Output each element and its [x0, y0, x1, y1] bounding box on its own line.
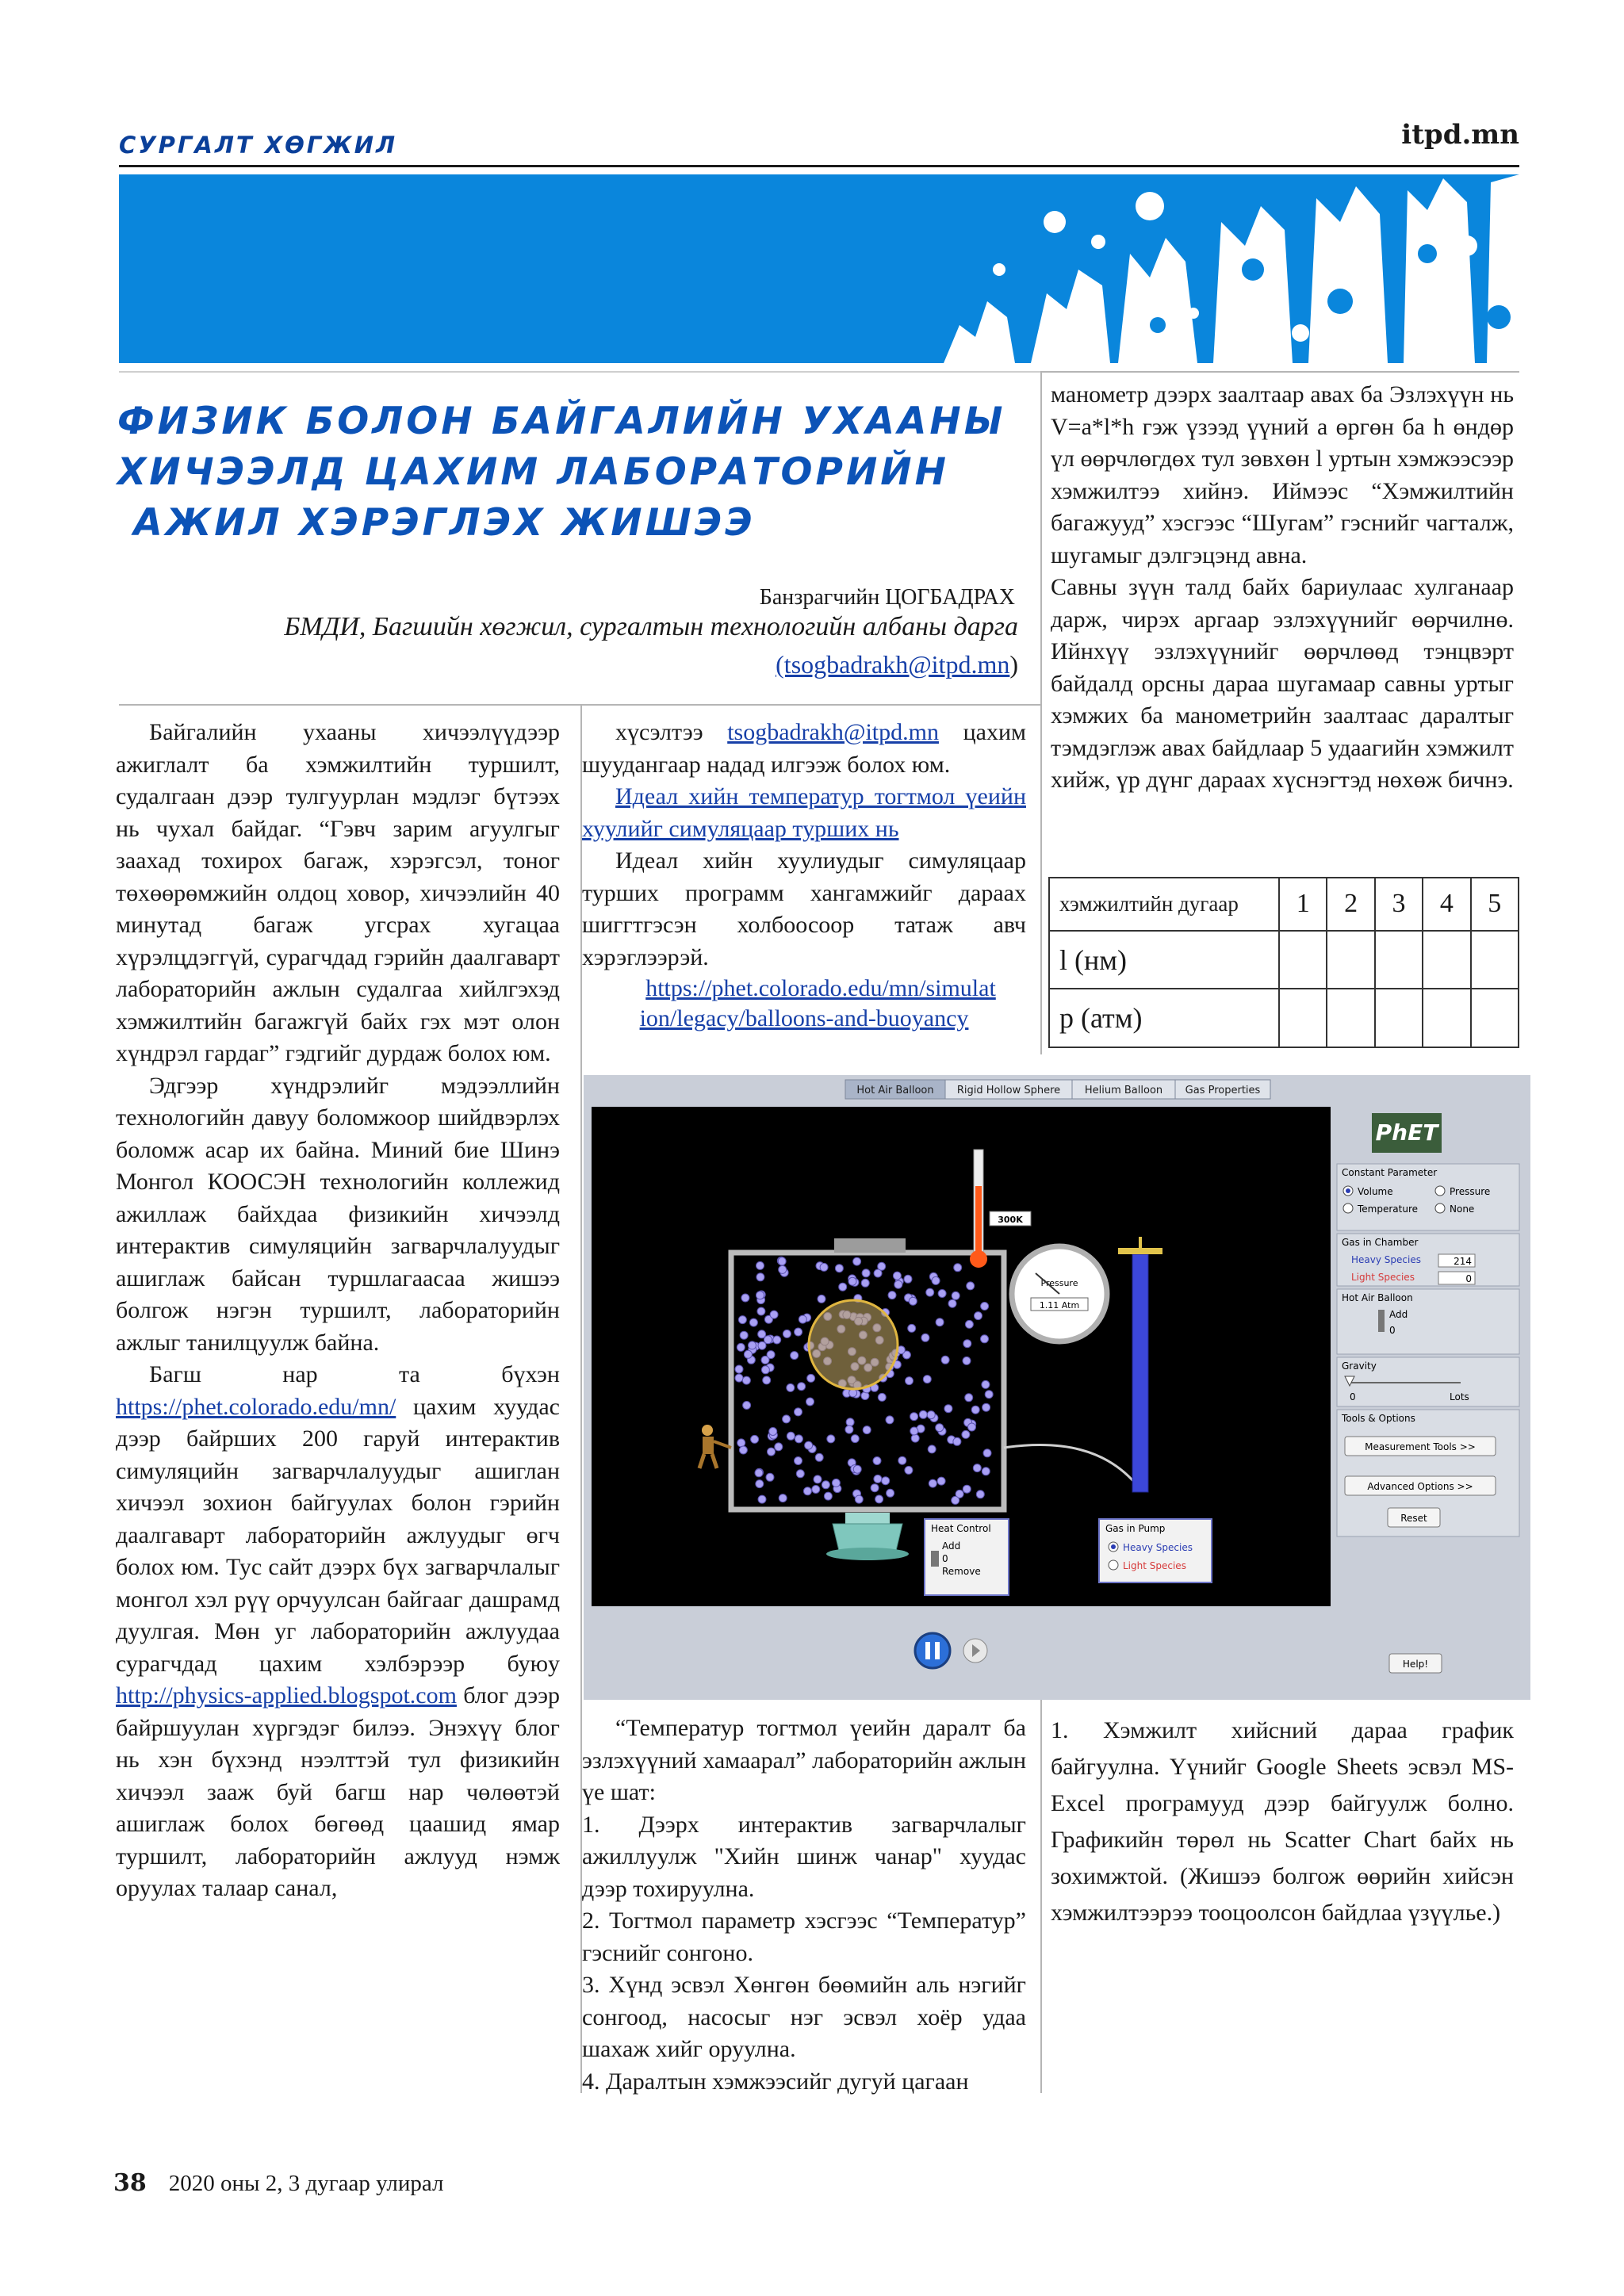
- gas-particle: [965, 1394, 973, 1402]
- col3-step-1: 1. Хэмжилт хийсний дараа график байгуулна. Үүнийг Google Sheets эсвэл MS-Excel програмууд дээр байгуулж болно. Графикийн төрөл нь Scatter Chart байх нь зохимжтой. (Жишээ болгож өөрийн хийсэн хэмжилтээрээ тооцоолсон байдлаа үзүүлье.): [1051, 1717, 1514, 1926]
- heavy-count: 214: [1454, 1256, 1472, 1267]
- gas-particle: [968, 1423, 976, 1431]
- col2-steps-intro: “Температур тогтмол үеийн даралт ба эзлэхүүний хамаарал” лабораторийн ажлын үе шат:: [582, 1715, 1026, 1805]
- temperature-label: Temperature: [1358, 1203, 1419, 1215]
- gas-particle: [768, 1448, 776, 1456]
- gas-particle: [982, 1403, 990, 1411]
- gas-particle: [910, 1413, 918, 1421]
- gas-particle: [983, 1449, 991, 1457]
- pressure-value: 1.11 Atm: [1039, 1300, 1080, 1311]
- gas-particle: [936, 1318, 944, 1326]
- gas-particle: [779, 1494, 787, 1502]
- gas-particle: [791, 1352, 799, 1360]
- gas-particle: [812, 1486, 820, 1494]
- gas-particle: [878, 1393, 886, 1401]
- help-label: Help!: [1402, 1659, 1429, 1670]
- gas-particle: [909, 1297, 917, 1305]
- gas-particle: [985, 1391, 993, 1399]
- phet-link[interactable]: https://phet.colorado.edu/mn/: [116, 1393, 396, 1420]
- gas-particle: [756, 1273, 764, 1281]
- table-number-3: 3: [1375, 878, 1423, 931]
- gas-particle: [861, 1279, 869, 1287]
- heavy-species-label: Heavy Species: [1351, 1254, 1421, 1265]
- gas-particle: [873, 1457, 881, 1465]
- author-email: [776, 650, 1018, 679]
- measurement-table: [1048, 877, 1519, 1048]
- gas-particle: [906, 1377, 914, 1385]
- heat-remove-label: Remove: [942, 1566, 981, 1577]
- col2-p1-text-a: хүсэлтээ: [615, 719, 728, 745]
- sim-tabs: [845, 1080, 1270, 1099]
- heat-zero-label: 0: [942, 1553, 948, 1564]
- gas-particle: [799, 1315, 806, 1323]
- pump-heavy-label: Heavy Species: [1123, 1542, 1193, 1553]
- table-cell: [1279, 931, 1327, 989]
- sim-url-line-2[interactable]: ion/legacy/balloons-and-buoyancy: [639, 1005, 969, 1031]
- gas-particle: [755, 1469, 763, 1477]
- gas-particle: [927, 1411, 935, 1419]
- gas-particle: [851, 1435, 859, 1443]
- gas-particle: [764, 1336, 772, 1344]
- gas-particle: [982, 1380, 990, 1388]
- col1-paragraph-1: Байгалийн ухааны хичээлүүдээр ажиглалт ба хэмжилтийн туршилт, судалгаан дээр тулгуурлан мэдлэг бүтээх нь чухал байдаг. “Гэвч зарим агуулгыг заахад тохирох багаж, хэрэгсэл, тоног төхөөрөмжийн олдоц ховор, хичээлийн 40 минутад багаж угсрах хугацаа хүрэлцдэггүй, сурагчдад гэрийн даалгаварт лабораторийн ажлын судалгаа хийлгэхэд хэмжилтийн багажгүй байх гэх мэт олон хүндрэл гардаг” гэдгийг дурдаж болох юм.: [116, 719, 560, 1066]
- table-number-5: 5: [1471, 878, 1519, 931]
- table-cell: [1471, 931, 1519, 989]
- gas-particle: [941, 1356, 949, 1364]
- column-divider-left-middle: [580, 1061, 582, 1695]
- tab-rigid-hollow-sphere[interactable]: Rigid Hollow Sphere: [956, 1085, 1061, 1096]
- gas-particle: [743, 1402, 751, 1410]
- gas-particle: [926, 1288, 934, 1296]
- gas-particle: [773, 1336, 781, 1344]
- table-row: [1049, 878, 1519, 931]
- col2-p1-text-b: цахим шуудангаар надад илгээж болох юм.: [582, 719, 1026, 778]
- gas-particle: [756, 1292, 764, 1299]
- balloon-zero-label: 0: [1389, 1325, 1396, 1336]
- email-link[interactable]: tsogbadrakh@itpd.mn: [727, 719, 939, 745]
- gas-particle: [739, 1446, 747, 1454]
- gas-particle: [905, 1466, 913, 1474]
- gas-particle: [963, 1357, 971, 1364]
- gas-particle: [923, 1376, 931, 1383]
- gas-in-chamber-label: Gas in Chamber: [1342, 1237, 1419, 1248]
- table-number-2: 2: [1327, 878, 1374, 931]
- gas-particle: [827, 1435, 835, 1443]
- table-cell: [1327, 989, 1374, 1047]
- author-email-paren: ): [1009, 650, 1018, 679]
- gas-particle: [855, 1495, 863, 1503]
- gas-particle: [971, 1406, 979, 1414]
- gas-particle: [749, 1318, 757, 1326]
- col1-p3-text-c: блог дээр байршуулан хүргэдэг билээ. Энэхүү блог нь хэн бүхэнд нээлттэй тул физикийн хичээл зааж буй багш нар чөлөөтэй ашиглаж болох бөгөөд цаашид ямар туршилт, лабораторийн ажлууд нэмж оруулах талаар санал,: [116, 1682, 560, 1901]
- blog-link[interactable]: http://physics-applied.blogspot.com: [116, 1682, 457, 1709]
- sim-url-line-1[interactable]: https://phet.colorado.edu/mn/simulat: [645, 975, 996, 1001]
- col1-paragraph-2: Эдгээр хүндрэлийг мэдээллийн технологийн давуу боломжоор шийдвэрлэх боломж асар их байна. Миний бие Шинэ Монгол КООСЭН технологийн коллежид ажиллаж байхдаа физикийн хичээлд интерактив симуляцийн загварчлалуудыг ашиглаж байсан туршлагаасаа жишээ болгож нэгэн туршилт, лабораторийн ажлыг танилцуулж байна.: [116, 1072, 560, 1356]
- title-line-2: ХИЧЭЭЛД ЦАХИМ ЛАБОРАТОРИЙН: [117, 450, 949, 494]
- table-number-1: 1: [1279, 878, 1327, 931]
- gas-particle: [737, 1439, 745, 1447]
- pump-light-radio[interactable]: [1109, 1560, 1118, 1570]
- table-row-pressure-label: p (атм): [1049, 989, 1279, 1047]
- gas-particle: [963, 1485, 971, 1493]
- gas-particle: [795, 1457, 802, 1465]
- heat-slider[interactable]: [931, 1551, 939, 1567]
- gas-particle: [758, 1330, 766, 1338]
- gas-particle: [761, 1366, 769, 1374]
- gas-particle: [778, 1257, 786, 1265]
- col2-paragraph-1: [582, 717, 1026, 781]
- header-banner: [119, 174, 1519, 363]
- header-rule: [119, 165, 1519, 167]
- col2-step-3: 3. Хүнд эсвэл Хөнгөн бөөмийн аль нэгийг сонгоод, насосыг нэг эсвэл хоёр удаа шахаж хийг оруулна.: [582, 1972, 1026, 2062]
- gas-particle: [863, 1426, 871, 1434]
- measurement-tools-label: Measurement Tools >>: [1365, 1441, 1476, 1452]
- gas-in-pump-panel: [1099, 1519, 1212, 1582]
- gas-particle: [937, 1477, 945, 1485]
- gas-particle: [928, 1445, 936, 1453]
- table-cell: [1423, 989, 1470, 1047]
- gravity-label: Gravity: [1342, 1360, 1377, 1372]
- gas-particle: [763, 1376, 771, 1384]
- author-email-link[interactable]: (tsogbadrakh@itpd.mn: [776, 650, 1010, 679]
- none-label: None: [1450, 1203, 1475, 1215]
- chamber-lid[interactable]: [834, 1238, 906, 1253]
- table-cell: [1375, 989, 1423, 1047]
- gas-particle: [862, 1269, 870, 1277]
- phet-logo-text: PhET: [1375, 1119, 1438, 1146]
- gas-particle: [952, 1496, 959, 1504]
- gas-particle: [888, 1292, 896, 1299]
- light-count: 0: [1465, 1273, 1472, 1284]
- gas-particle: [882, 1477, 890, 1485]
- temperature-radio[interactable]: [1343, 1203, 1353, 1213]
- heat-control-label: Heat Control: [931, 1523, 991, 1534]
- gas-particle: [921, 1334, 929, 1341]
- gas-particle: [853, 1465, 861, 1473]
- body-top-rule: [119, 704, 1040, 706]
- gas-particle: [770, 1311, 778, 1318]
- gas-particle: [952, 1292, 959, 1299]
- gas-particle: [775, 1443, 783, 1451]
- table-cell: [1279, 989, 1327, 1047]
- col1-p3-text-a: Багш нар та бүхэн: [149, 1361, 560, 1387]
- gas-particle: [910, 1427, 918, 1435]
- pressure-option-label: Pressure: [1450, 1186, 1491, 1197]
- gas-particle: [839, 1283, 847, 1291]
- gas-particle: [981, 1303, 989, 1311]
- pressure-label: Pressure: [1040, 1278, 1078, 1288]
- gas-particle: [953, 1437, 961, 1445]
- gas-particle: [948, 1299, 956, 1307]
- gas-particle: [806, 1398, 814, 1406]
- gas-particle: [756, 1261, 764, 1269]
- balloon-add-label: Add: [1389, 1309, 1408, 1320]
- gas-particle: [735, 1374, 743, 1382]
- heat-add-label: Add: [942, 1540, 961, 1552]
- gas-particle: [929, 1479, 936, 1487]
- pause-button[interactable]: [915, 1633, 950, 1668]
- gas-particle: [787, 1432, 795, 1440]
- column-divider-right-bottom: [1040, 1689, 1042, 2093]
- table-number-4: 4: [1423, 878, 1470, 931]
- gas-particle: [967, 1282, 975, 1290]
- thermometer-value: 300K: [998, 1215, 1023, 1225]
- reset-label: Reset: [1400, 1513, 1427, 1524]
- gas-particle: [845, 1425, 853, 1433]
- column-1: [116, 717, 560, 1905]
- gas-particle: [783, 1330, 791, 1337]
- col2-step-2: 2. Тогтмол параметр хэсгээс “Температур” гэснийг сонгоно.: [582, 1908, 1026, 1966]
- table-row-length-label: l (нм): [1049, 931, 1279, 989]
- gas-particle: [742, 1376, 750, 1384]
- table-header-label: хэмжилтийн дугаар: [1049, 878, 1279, 931]
- gas-particle: [749, 1341, 756, 1349]
- gas-particle: [807, 1374, 815, 1382]
- gas-particle: [874, 1269, 882, 1277]
- table-cell: [1327, 931, 1374, 989]
- pressure-radio[interactable]: [1435, 1186, 1445, 1196]
- thermometer-icon: [970, 1250, 987, 1268]
- table-cell: [1471, 989, 1519, 1047]
- gas-particle: [981, 1335, 989, 1343]
- sim-url[interactable]: [582, 974, 1026, 1034]
- gas-particle: [938, 1290, 946, 1298]
- column-3-bottom: [1051, 1712, 1514, 1931]
- gas-particle: [758, 1341, 766, 1349]
- tools-options-label: Tools & Options: [1342, 1413, 1415, 1424]
- column-2-bottom: [582, 1712, 1026, 2098]
- col3-top-rule: [1040, 371, 1519, 373]
- site-name: itpd.mn: [1401, 119, 1519, 151]
- tab-gas-properties[interactable]: Gas Properties: [1185, 1085, 1261, 1096]
- gas-particle: [815, 1453, 823, 1461]
- gas-particle: [894, 1280, 902, 1288]
- col2-heading-link[interactable]: [582, 781, 1026, 845]
- gas-particle: [975, 1312, 982, 1320]
- section-label: СУРГАЛТ ХӨГЖИЛ: [119, 132, 398, 159]
- gas-particle: [805, 1441, 813, 1449]
- title-line-1: ФИЗИК БОЛОН БАЙГАЛИЙН УХААНЫ: [117, 400, 1006, 443]
- gas-particle: [954, 1264, 962, 1272]
- gas-particle: [875, 1495, 883, 1503]
- gas-particle: [944, 1405, 952, 1413]
- hot-air-balloon-label: Hot Air Balloon: [1342, 1292, 1413, 1303]
- gas-particle: [818, 1295, 825, 1303]
- col2-step-1: 1. Дээрх интерактив загварчлалыг ажиллуулж "Хийн шинж чанар" хуудас дээр тохируулна.: [582, 1811, 1026, 1902]
- col2-step-4: 4. Даралтын хэмжээсийг дугуй цагаан: [582, 2068, 969, 2095]
- title-area-rule: [119, 371, 1040, 373]
- gas-particle: [919, 1410, 927, 1418]
- balloon-heat-slider[interactable]: [1378, 1310, 1385, 1332]
- gas-particle: [824, 1492, 832, 1500]
- issue-label: 2020 оны 2, 3 дугаар улирал: [168, 2171, 444, 2196]
- none-radio[interactable]: [1435, 1203, 1445, 1213]
- gas-particle: [965, 1320, 973, 1328]
- gas-particle: [908, 1324, 916, 1332]
- gas-particle: [832, 1479, 840, 1487]
- gas-particle: [893, 1272, 901, 1280]
- gas-pump[interactable]: [1132, 1254, 1148, 1492]
- col1-paragraph-3: [116, 1359, 560, 1905]
- gas-particle: [741, 1294, 749, 1302]
- gas-particle: [756, 1480, 764, 1488]
- gas-particle: [740, 1331, 748, 1339]
- gas-particle: [803, 1487, 811, 1495]
- gas-particle: [795, 1328, 802, 1336]
- column-3: [1051, 379, 1514, 797]
- col1-p3-text-b: цахим хуудас дээр байрших 200 гаруй интерактив симуляцийн загварчлалуудыг ашиглан хичээл зохион байгуулах болон гэрийн даалгаварт лабораторийн ажлуудыг өгч болох юм. Тус сайт дээрх бүх загварчлалыг монгол хэл рүү орчуулсан байгааг дашрамд дуулгая. Мөн уг лабораторийн ажлуудаа сурагчдад цахим хэлбэрээр буюу: [116, 1393, 560, 1677]
- author-affiliation: БМДИ, Багшийн хөгжил, сургалтын технологийн албаны дарга: [284, 612, 1018, 641]
- gas-particle: [962, 1430, 970, 1438]
- hot-air-balloon: [809, 1300, 898, 1389]
- table-cell: [1375, 931, 1423, 989]
- gas-particle: [820, 1263, 828, 1271]
- banner-splash-pattern: [119, 174, 1519, 363]
- gas-particle: [874, 1475, 882, 1483]
- gas-particle: [735, 1365, 743, 1373]
- gas-particle: [898, 1456, 906, 1464]
- gas-particle: [932, 1276, 940, 1284]
- col3-paragraph-1: манометр дээрх заалтаар авах ба Эзлэхүүн нь V=a*l*h гэж үзээд үүний a өргөн ба h өндөр үл өөрчлөгдөх тул зөвхөн l уртын хэмжээсээр хэмжилтээ хийнэ. Иймээс “Хэмжилтийн багажууд” хэсгээс “Шугам” гэснийг чагталж, шугамыг дэлгэцэнд авна.: [1051, 381, 1514, 568]
- gas-particle: [795, 1408, 802, 1416]
- col2-paragraph-2: Идеал хийн хуулиудыг симуляцаар турших программ хангамжийг дараах шиггтгэсэн холбоосоор татаж авч хэрэглээрэй.: [582, 848, 1026, 970]
- col3-paragraph-2: Савны зүүн талд байх бариулаас хулганаар дарж, чирэх аргаар эзлэхүүнийг өөрчилнө. Ийнхүү эзлэхүүнийг өөрчлөөд тэнцвэрт байдалд орсны дараа шугамаар савны уртыг хэмжих ба манометрийн заалтаас даралтыг тэмдэглэж авах байдлаар 5 удаагийн хэмжилт хийж, үр дүнг дараах хүснэгтэд нөхөж бичнэ.: [1051, 574, 1514, 793]
- gas-particle: [848, 1277, 856, 1285]
- title-line-3: АЖИЛ ХЭРЭГЛЭХ ЖИШЭЭ: [117, 501, 756, 545]
- gas-particle: [779, 1265, 787, 1273]
- gas-particle: [976, 1490, 984, 1498]
- gravity-min-label: 0: [1350, 1391, 1356, 1402]
- page-number: 38: [113, 2169, 147, 2197]
- volume-label: Volume: [1358, 1186, 1393, 1197]
- table-row: [1049, 931, 1519, 989]
- table-cell: [1423, 931, 1470, 989]
- page-footer: [113, 2169, 443, 2197]
- gas-particle: [911, 1434, 919, 1442]
- constant-parameter-label: Constant Parameter: [1342, 1167, 1438, 1178]
- gas-particle: [738, 1316, 746, 1324]
- column-divider-right-top: [1040, 371, 1042, 1054]
- gas-particle: [982, 1468, 990, 1475]
- gas-particle: [787, 1383, 795, 1391]
- gas-particle: [846, 1418, 854, 1426]
- gas-particle: [796, 1470, 804, 1478]
- gas-particle: [769, 1428, 777, 1436]
- subheading-link[interactable]: Идеал хийн температур тогтмол үеийн хуулийг симуляцаар турших нь: [582, 783, 1026, 842]
- gas-particle: [963, 1340, 971, 1348]
- gas-particle: [757, 1307, 765, 1315]
- gas-particle: [744, 1350, 752, 1358]
- gas-particle: [886, 1416, 894, 1424]
- gas-particle: [783, 1415, 791, 1423]
- pump-light-label: Light Species: [1123, 1560, 1186, 1571]
- gas-particle: [871, 1484, 879, 1492]
- gas-particle: [761, 1356, 769, 1364]
- advanced-options-label: Advanced Options >>: [1367, 1481, 1473, 1492]
- gas-particle: [795, 1435, 802, 1443]
- tab-hot-air-balloon[interactable]: Hot Air Balloon: [856, 1085, 934, 1096]
- gas-particle: [936, 1424, 944, 1432]
- gas-particle: [904, 1275, 912, 1283]
- simulation-screenshot: [584, 1075, 1530, 1700]
- gravity-max-label: Lots: [1450, 1391, 1469, 1402]
- article-title: [117, 396, 1029, 549]
- gas-particle: [887, 1489, 894, 1497]
- gas-particle: [798, 1383, 806, 1391]
- gas-particle: [751, 1435, 759, 1443]
- table-row: [1049, 989, 1519, 1047]
- author-name: Банзрагчийн ЦОГБАДРАХ: [759, 585, 1015, 610]
- gas-particle: [766, 1473, 774, 1481]
- gas-particle: [853, 1257, 861, 1265]
- heat-control-panel: [925, 1519, 1009, 1595]
- light-species-label: Light Species: [1351, 1272, 1415, 1283]
- gas-particle: [758, 1495, 766, 1503]
- gas-particle: [973, 1464, 981, 1472]
- column-2: [582, 717, 1026, 1034]
- gas-particle: [835, 1265, 843, 1272]
- tab-helium-balloon[interactable]: Helium Balloon: [1084, 1085, 1163, 1096]
- gas-particle: [814, 1475, 822, 1483]
- gas-particle: [822, 1481, 829, 1489]
- gas-particle: [737, 1343, 745, 1351]
- gas-particle: [849, 1389, 857, 1397]
- gas-in-pump-label: Gas in Pump: [1105, 1523, 1166, 1534]
